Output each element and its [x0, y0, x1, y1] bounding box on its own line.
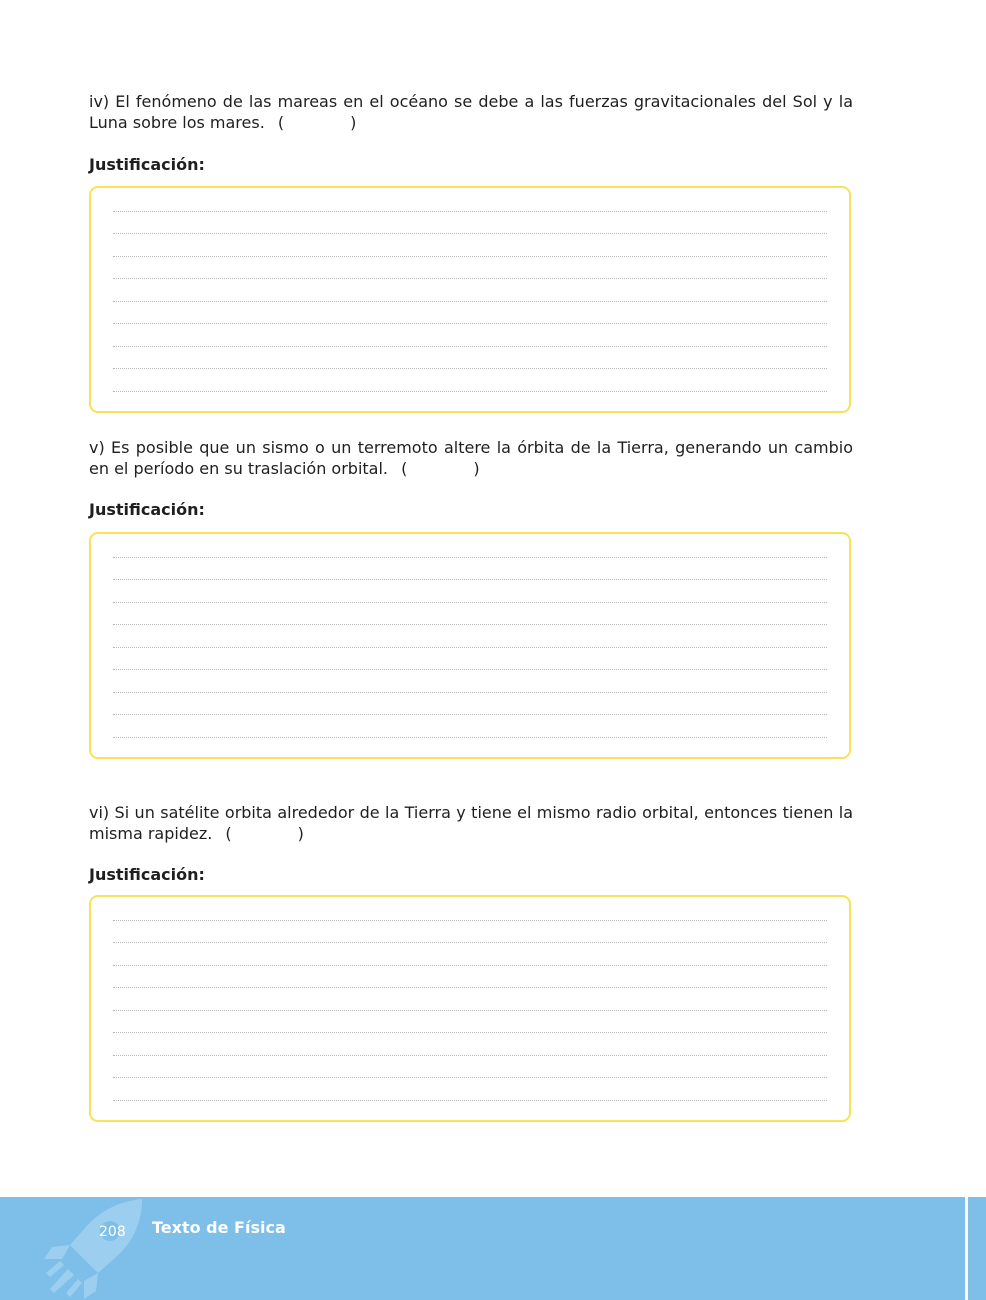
- writing-line: [113, 346, 827, 347]
- writing-line: [113, 211, 827, 212]
- writing-line: [113, 669, 827, 670]
- justification-label: Justificación:: [89, 500, 205, 519]
- writing-line: [113, 624, 827, 625]
- writing-line: [113, 301, 827, 302]
- true-false-slot[interactable]: ( ): [225, 824, 304, 843]
- writing-line: [113, 579, 827, 580]
- writing-line: [113, 714, 827, 715]
- writing-line: [113, 557, 827, 558]
- writing-line: [113, 602, 827, 603]
- writing-line: [113, 323, 827, 324]
- writing-line: [113, 737, 827, 738]
- writing-line: [113, 256, 827, 257]
- justification-box[interactable]: [89, 532, 851, 759]
- writing-line: [113, 391, 827, 392]
- writing-line: [113, 1032, 827, 1033]
- question-iv: [89, 91, 853, 133]
- writing-line: [113, 920, 827, 921]
- writing-line: [113, 647, 827, 648]
- page-number: 208: [99, 1224, 126, 1240]
- footer-divider: [965, 1197, 968, 1300]
- writing-line: [113, 1055, 827, 1056]
- writing-line: [113, 942, 827, 943]
- true-false-slot[interactable]: ( ): [277, 113, 357, 132]
- question-text: vi) Si un satélite orbita alrededor de la Tierra y tiene el mismo radio orbital, entonces tienen la misma rapidez.: [89, 803, 853, 843]
- writing-line: [113, 278, 827, 279]
- writing-line: [113, 987, 827, 988]
- justification-box[interactable]: [89, 895, 851, 1122]
- writing-line: [113, 1100, 827, 1101]
- writing-line: [113, 965, 827, 966]
- writing-line: [113, 1010, 827, 1011]
- true-false-slot[interactable]: ( ): [401, 459, 480, 478]
- question-v: [89, 437, 853, 479]
- book-title: Texto de Física: [152, 1218, 286, 1237]
- writing-line: [113, 1077, 827, 1078]
- justification-label: Justificación:: [89, 865, 205, 884]
- question-vi: [89, 802, 853, 844]
- writing-line: [113, 233, 827, 234]
- rocket-icon: [40, 1197, 150, 1300]
- question-text: v) Es posible que un sismo o un terremoto altere la órbita de la Tierra, generando un cambio en el período en su traslación orbital.: [89, 438, 853, 478]
- justification-label: Justificación:: [89, 155, 205, 174]
- page-footer: [0, 1197, 986, 1300]
- justification-box[interactable]: [89, 186, 851, 413]
- question-text: iv) El fenómeno de las mareas en el océano se debe a las fuerzas gravitacionales del Sol y la Luna sobre los mares.: [89, 92, 853, 132]
- writing-line: [113, 692, 827, 693]
- writing-line: [113, 368, 827, 369]
